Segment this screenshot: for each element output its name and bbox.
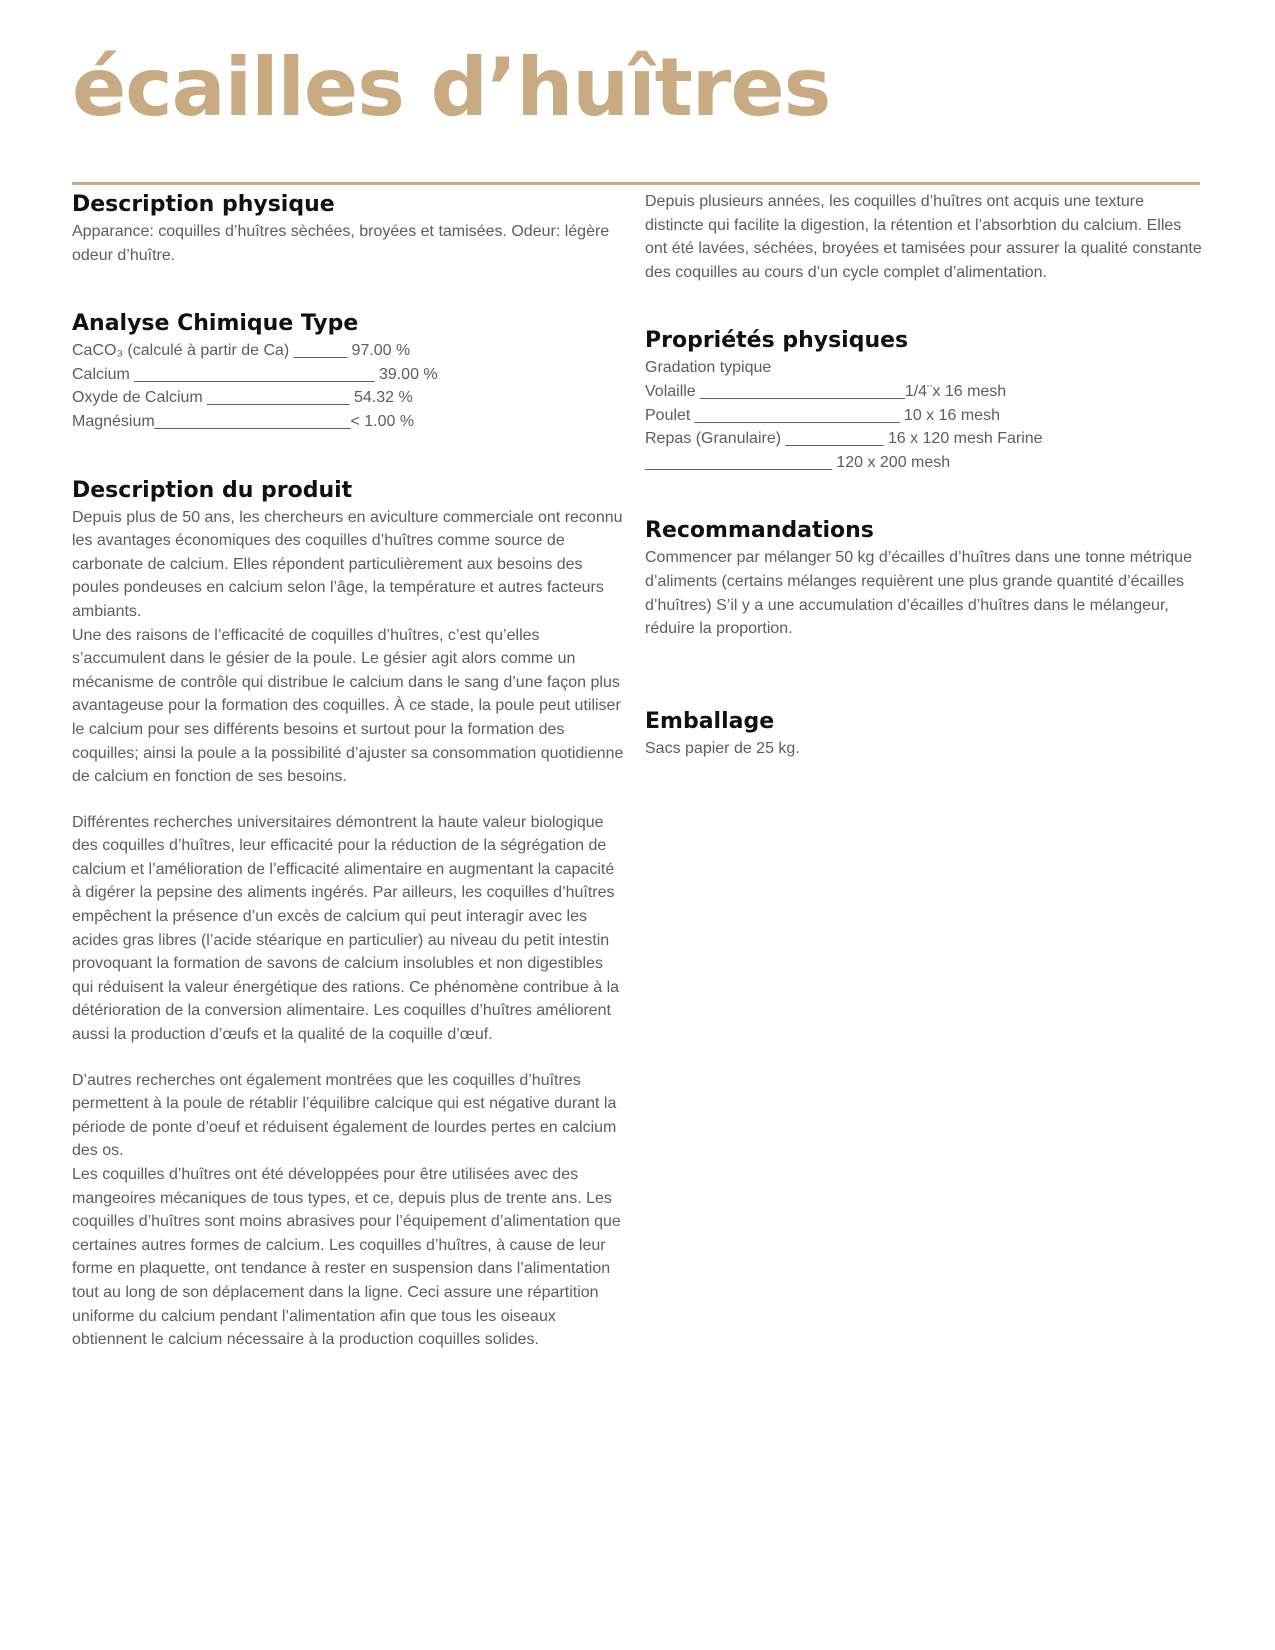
heading-description-produit: Description du produit (72, 477, 353, 503)
paragraph: D’autres recherches ont également montrées que les coquilles d’huîtres permettent à la poule de rétablir l’équilibre calcique qui est négative durant la période de ponte d’oeuf et réduisent également de lourdes pertes en calcium des os. (72, 1071, 617, 1160)
analyse-row-calcium: Calcium ___________________________ 39.00 % (72, 365, 438, 383)
heading-proprietes-physiques: Propriétés physiques (645, 328, 909, 354)
section-recommandations (645, 516, 1205, 640)
right-column (645, 190, 1205, 760)
intro-paragraph: Depuis plusieurs années, les coquilles d’huîtres ont acquis une texture distincte qui facilite la digestion, la rétention et l’absorbtion du calcium. Elles ont été lavées, séchées, broyées et tamisées pour assurer la qualité constante des coquilles au cours d’un cycle complet d’alimentation. (645, 193, 1202, 281)
text-description-physique: Apparance: coquilles d’huîtres sèchées, broyées et tamisées. Odeur: légère odeur d’huître. (72, 223, 610, 264)
gradation-label: Gradation typique (645, 359, 772, 377)
heading-analyse-chimique: Analyse Chimique Type (72, 311, 359, 337)
section-analyse-chimique (72, 309, 627, 433)
section-description-physique (72, 190, 627, 267)
analyse-row-magnesium: Magnésium______________________< 1.00 % (72, 412, 415, 430)
heading-recommandations: Recommandations (645, 518, 874, 544)
heading-description-physique: Description physique (72, 192, 335, 217)
analyse-row-oxyde-calcium: Oxyde de Calcium ________________ 54.32 % (72, 389, 413, 407)
section-proprietes-physiques (645, 326, 1205, 474)
gradation-row-poulet: Poulet _______________________ 10 x 16 mesh (645, 406, 1000, 424)
paragraph: Une des raisons de l’efficacité de coquilles d’huîtres, c’est qu’elles s’accumulent dans le gésier de la poule. Le gésier agit alors comme un mécanisme de contrôle qui distribue le calcium dans le sang d’une façon plus avantageuse pour la formation des coquilles. À ce stade, la poule peut utiliser le calcium pour ses différents besoins et surtout pour la formation des coquilles; ainsi la poule a la possibilité d’ajuster sa consommation quotidienne de calcium en fonction de ses besoins. (72, 626, 624, 786)
title-divider (72, 182, 1200, 185)
paragraph: Différentes recherches universitaires démontrent la haute valeur biologique des coquilles d’huîtres, leur efficacité pour la réduction de la ségrégation de calcium et l’amélioration de l’efficacité alimentaire en augmentant la capacité à digérer la pepsine des aliments ingérés. Par ailleurs, les coquilles d’huîtres empêchent la présence d’un excès de calcium qui peut interagir avec les acides gras libres (l’acide stéarique en particulier) au niveau du petit intestin provoquant la formation de savons de calcium insolubles et non digestibles qui réduisent la valeur énergétique des rations. Ce phénomène contribue à la détérioration de la conversion alimentaire. Les coquilles d’huîtres améliorent aussi la production d’œufs et la qualité de la coquille d’œuf. (72, 813, 620, 1044)
gradation-row-repas: Repas (Granulaire) ___________ 16 x 120 mesh Farine (645, 430, 1043, 448)
analyse-row-caco3: CaCO₃ (calculé à partir de Ca) ______ 97.00 % (72, 342, 411, 360)
paragraph: Les coquilles d’huîtres ont été développées pour être utilisées avec des mangeoires mécaniques de tous types, et ce, depuis plus de trente ans. Les coquilles d’huîtres sont moins abrasives pour l’équipement d’alimentation que certaines autres formes de calcium. Les coquilles d’huîtres, à cause de leur forme en plaquette, ont tendance à rester en suspension dans l’alimentation tout au long de son déplacement dans la ligne. Ceci assure une répartition uniforme du calcium pendant l’alimentation afin que tous les oiseaux obtiennent le calcium nécessaire à la production coquilles solides. (72, 1166, 621, 1349)
section-emballage (645, 707, 1205, 761)
paragraph: Depuis plus de 50 ans, les chercheurs en aviculture commerciale ont reconnu les avantages économiques des coquilles d’huîtres comme source de carbonate de calcium. Elles répondent particulièrement aux besoins des poules pondeuses en calcium selon l’âge, la température et autres facteurs ambiants. (72, 508, 623, 620)
gradation-row-volaille: Volaille _______________________1/4¨x 16 mesh (645, 382, 1007, 400)
gradation-row-farine: _____________________ 120 x 200 mesh (645, 453, 951, 471)
text-recommandations: Commencer par mélanger 50 kg d’écailles d’huîtres dans une tonne métrique d’aliments (certains mélanges requièrent une plus grande quantité d’écailles d’huîtres) S’il y a une accumulation d’écailles d’huîtres dans le mélangeur, réduire la proportion. (645, 549, 1192, 638)
left-column (72, 190, 627, 1352)
text-emballage: Sacs papier de 25 kg. (645, 739, 800, 757)
page-title: écailles d’huîtres (72, 41, 831, 134)
heading-emballage: Emballage (645, 708, 775, 734)
section-description-produit (72, 476, 627, 1352)
